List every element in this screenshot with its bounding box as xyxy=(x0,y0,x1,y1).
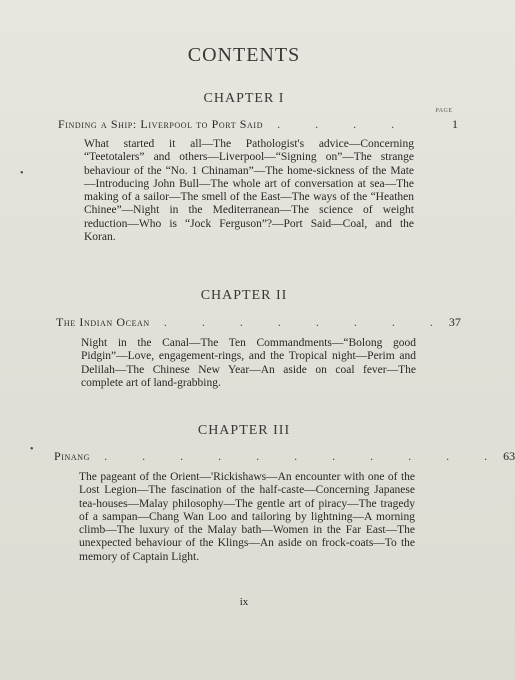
page-title: CONTENTS xyxy=(187,44,301,66)
chapter-summary: What started it all—The Pathologist's advice—Concerning “Teetotalers” and others—Liverpool—“Signing on”—The strange behaviour of the “No. 1 Chinaman”—The home-sickness of the Mate—Introducing John Bull—The whole art of conversation at sea—The making of a sailor—The smell of the East—The ways of the “Heathen Chinee”—Night in the Mediterranean—The science of weight reduction—Who is “Jock Ferguson”?—Port Said—Coal, and the Koran. xyxy=(84,138,414,244)
page-folio: ix xyxy=(239,596,249,608)
toc-entry[interactable] xyxy=(54,447,515,465)
page-number: 1 xyxy=(452,116,458,131)
margin-mark: • xyxy=(20,168,24,179)
page-number: 63 xyxy=(503,448,515,463)
chapter-name: Finding a Ship: Liverpool to Port Said xyxy=(58,116,264,131)
chapter-summary: The pageant of the Orient—'Rickishaws—An encounter with one of the Lost Legion—The fascination of the half-caste—Concerning Japanese tea-houses—Malay philosophy—The gentle art of piracy—The tragedy of a sampan—Chang Wan Loo and tailoring by lightning—A morning climb—The luxury of the Malay bath—Women in the Far East—The unexpected behaviour of the Klings—An aside on frock-coats—To the memory of Captain Light. xyxy=(79,471,415,563)
chapter-name: The Indian Ocean xyxy=(56,314,150,329)
chapter-heading: CHAPTER I xyxy=(203,91,285,106)
page-column-label: PAGE xyxy=(435,108,453,114)
margin-mark: • xyxy=(30,444,34,455)
chapter-heading: CHAPTER III xyxy=(197,423,291,438)
page-number: 37 xyxy=(448,314,461,329)
chapter-name: Pinang xyxy=(54,448,91,463)
leader-dots: . . . . . . . . . . . xyxy=(104,448,504,463)
chapter-summary: Night in the Canal—The Ten Commandments—“Bolong good Pidgin”—Love, engagement-rings, and the Tropical night—Perim and Delilah—The Chinese New Year—An aside on coal fever—The complete art of land-grabbing. xyxy=(81,337,416,389)
leader-dots: . . . . . . . . xyxy=(163,314,449,329)
chapter-heading: CHAPTER II xyxy=(200,288,288,303)
leader-dots: . . . . xyxy=(277,116,411,131)
toc-entry[interactable] xyxy=(56,313,461,331)
toc-entry[interactable] xyxy=(58,115,458,133)
